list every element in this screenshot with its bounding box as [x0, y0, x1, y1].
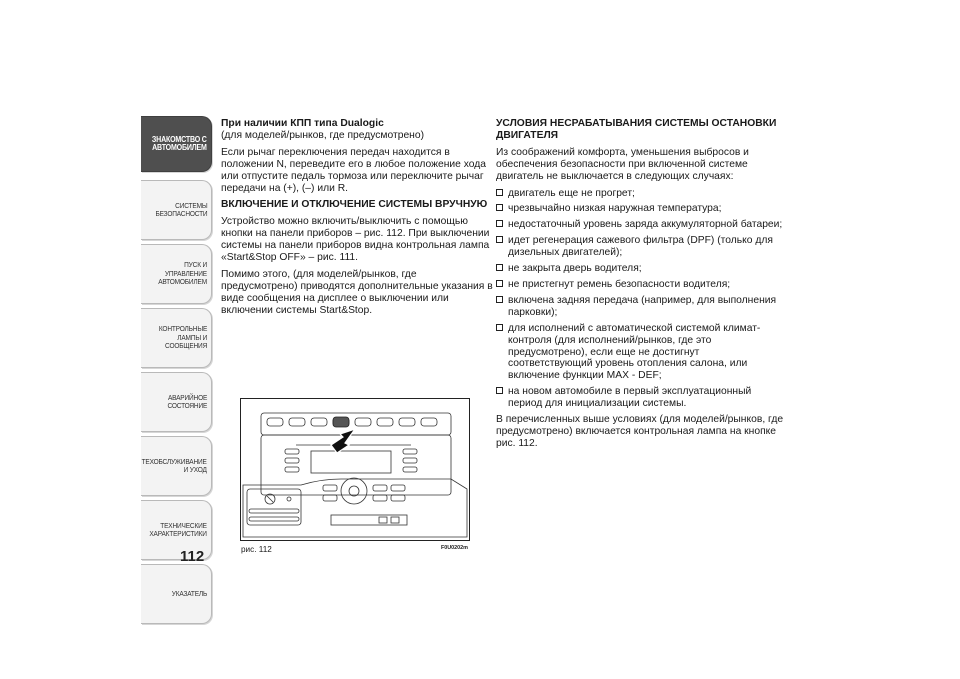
tab-emergency[interactable]: [141, 372, 212, 432]
page-number: 112: [180, 548, 205, 565]
tab-introduction[interactable]: [141, 116, 212, 172]
dualogic-text: Если рычаг переключения передач находится в положении N, переведите его в любое положение хода или отпустите педаль тормоза или переключите рычаг передачи на (+), (–) или R.: [221, 146, 487, 194]
manual-text-2: Помимо этого, (для моделей/рынков, где предусмотрено) приводятся дополнительные указания в виде сообщения на дисплее о выключении или включении системы Start&Stop.: [221, 268, 493, 316]
dualogic-heading: При наличии КПП типа Dualogic: [221, 118, 384, 129]
right-column: [496, 118, 786, 455]
checkbox-icon: [496, 220, 503, 227]
checkbox-icon: [496, 236, 503, 243]
list-item: для исполнений с автоматической системой климат-контроля (для исполнений/рынков, где это предусмотрено), если еще не достигнут соответствующий уровень отопления салона, или включение функции MAX - DEF;: [496, 323, 786, 383]
tab-safety[interactable]: [141, 180, 212, 240]
tab-label: ЗНАКОМСТВО С АВТОМОБИЛЕМ: [152, 134, 207, 152]
checkbox-icon: [496, 296, 503, 303]
checkbox-icon: [496, 204, 503, 211]
figure-caption: рис. 112: [241, 545, 272, 554]
tab-warning-lights[interactable]: [141, 308, 212, 368]
list-item: чрезвычайно низкая наружная температура;: [496, 203, 786, 215]
manual-text-1: Устройство можно включить/выключить с помощью кнопки на панели приборов – рис. 112. При выключении системы на панели приборов видна контрольная лампа «Start&Stop OFF» – рис. 111.: [221, 216, 490, 264]
tab-label: ПУСК И УПРАВЛЕНИЕ АВТОМОБИЛЕМ: [158, 260, 207, 287]
tab-label: АВАРИЙНОЕ СОСТОЯНИЕ: [167, 392, 207, 410]
checkbox-icon: [496, 280, 503, 287]
list-item: включена задняя передача (например, для выполнения парковки);: [496, 295, 786, 319]
list-item: идет регенерация сажевого фильтра (DPF) (только для дизельных двигателей);: [496, 235, 786, 259]
conditions-list: [496, 188, 786, 411]
list-item: не пристегнут ремень безопасности водителя;: [496, 279, 786, 291]
list-item: не закрыта дверь водителя;: [496, 263, 786, 275]
manual-heading: ВКЛЮЧЕНИЕ И ОТКЛЮЧЕНИЕ СИСТЕМЫ ВРУЧНУЮ: [221, 199, 488, 211]
tab-label: СИСТЕМЫ БЕЗОПАСНОСТИ: [155, 200, 207, 218]
checkbox-icon: [496, 324, 503, 331]
tab-label: ТЕХНИЧЕСКИЕ ХАРАКТЕРИСТИКИ: [149, 520, 207, 538]
conditions-outro: В перечисленных выше условиях (для моделей/рынков, где предусмотрено) включается контрольная лампа на кнопке рис. 112.: [496, 414, 784, 449]
tab-maintenance[interactable]: [141, 436, 212, 496]
checkbox-icon: [496, 189, 503, 196]
dashboard-panel-illustration: [241, 399, 469, 540]
left-column: [221, 118, 493, 322]
tab-starting-driving[interactable]: [141, 244, 212, 304]
tab-label: КОНТРОЛЬНЫЕ ЛАМПЫ И СООБЩЕНИЯ: [158, 324, 207, 351]
list-item: на новом автомобиле в первый эксплуатационный период для инициализации системы.: [496, 386, 786, 410]
dashboard-figure: [240, 398, 470, 541]
tab-index[interactable]: [141, 564, 212, 624]
conditions-heading: УСЛОВИЯ НЕСРАБАТЫВАНИЯ СИСТЕМЫ ОСТАНОВКИ ДВИГАТЕЛЯ: [496, 118, 777, 141]
checkbox-icon: [496, 264, 503, 271]
dualogic-note: (для моделей/рынков, где предусмотрено): [221, 129, 425, 141]
tab-label: ТЕХОБСЛУЖИВАНИЕ И УХОД: [141, 456, 207, 474]
list-item: двигатель еще не прогрет;: [496, 188, 786, 200]
checkbox-icon: [496, 387, 503, 394]
list-item: недостаточный уровень заряда аккумуляторной батареи;: [496, 219, 786, 231]
figure-code: F0U0202m: [441, 545, 468, 551]
tab-label: УКАЗАТЕЛЬ: [171, 588, 207, 598]
conditions-intro: Из соображений комфорта, уменьшения выбросов и обеспечения безопасности при включенной системе двигатель не выключается в следующих случаях:: [496, 146, 749, 182]
